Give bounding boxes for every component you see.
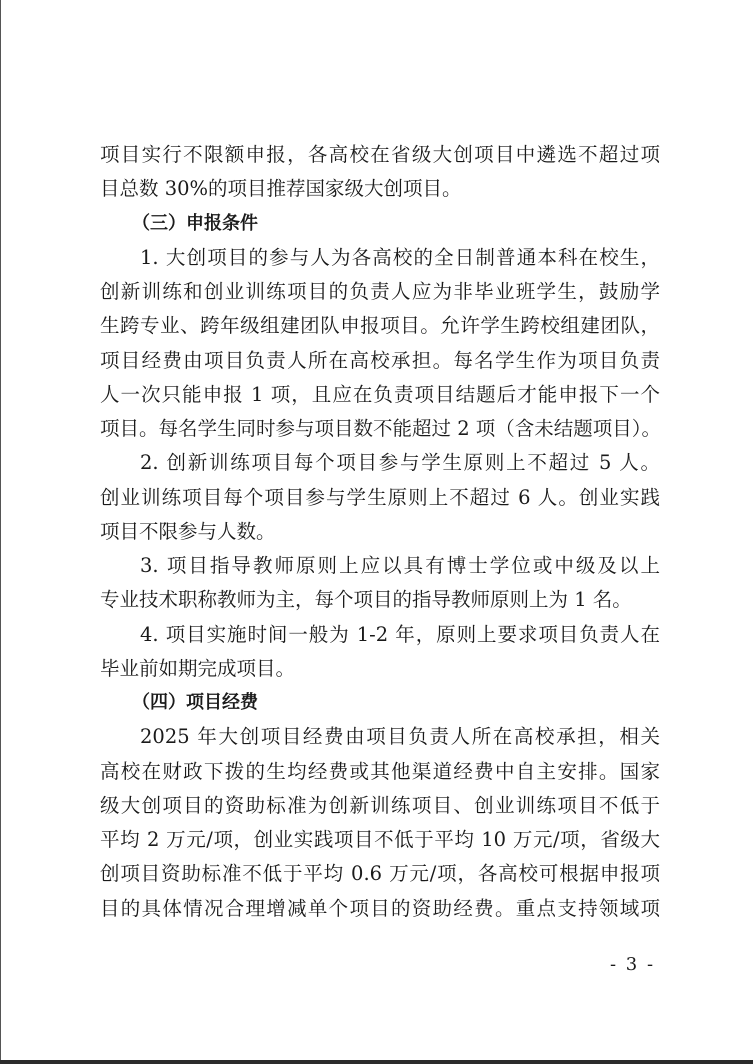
text-line: 目的具体情况合理增减单个项目的资助经费。重点支持领域项 — [100, 896, 660, 920]
text-line: 项目。每名学生同时参与项目数不能超过 2 项（含未结题项目）。 — [100, 417, 662, 440]
text-line: 3. 项目指导教师原则上应以具有博士学位或中级及以上 — [140, 554, 660, 577]
text-line: 1. 大创项目的参与人为各高校的全日制普通本科在校生， — [140, 245, 660, 269]
text-line: 创项目资助标准不低于平均 0.6 万元/项，各高校可根据申报项 — [100, 862, 660, 886]
text-line: 级大创项目的资助标准为创新训练项目、创业训练项目不低于 — [100, 793, 660, 817]
page-bottom-edge — [0, 1060, 753, 1064]
page-number: - 3 - — [610, 954, 656, 975]
text-line: 创新训练和创业训练项目的负责人应为非毕业班学生，鼓励学 — [100, 280, 660, 303]
text-line: 4. 项目实施时间一般为 1-2 年，原则上要求项目负责人在 — [140, 622, 660, 646]
text-line: 高校在财政下拨的生均经费或其他渠道经费中自主安排。国家 — [100, 759, 660, 783]
text-line: 创业训练项目每个项目参与学生原则上不超过 6 人。创业实践 — [100, 485, 660, 509]
text-line: 目总数 30%的项目推荐国家级大创项目。 — [100, 177, 462, 201]
page-left-edge — [0, 0, 1, 1064]
text-line: 人一次只能申报 1 项，且应在负责项目结题后才能申报下一个 — [100, 382, 660, 406]
document-body — [100, 138, 660, 926]
section-heading: （四）项目经费 — [132, 692, 258, 713]
text-line: 毕业前如期完成项目。 — [100, 656, 296, 680]
text-line: 项目不限参与人数。 — [100, 519, 276, 543]
text-line: 专业技术职称教师为主，每个项目的指导教师原则上为 1 名。 — [100, 588, 632, 612]
text-line: 生跨专业、跨年级组建团队申报项目。允许学生跨校组建团队， — [100, 314, 660, 338]
text-line: 2. 创新训练项目每个项目参与学生原则上不超过 5 人。 — [140, 451, 660, 475]
text-line: 2025 年大创项目经费由项目负责人所在高校承担，相关 — [140, 725, 660, 749]
text-line: 项目实行不限额申报，各高校在省级大创项目中遴选不超过项 — [100, 143, 660, 166]
text-line: 项目经费由项目负责人所在高校承担。每名学生作为项目负责 — [100, 348, 660, 372]
text-line: 平均 2 万元/项，创业实践项目不低于平均 10 万元/项，省级大 — [100, 828, 660, 851]
section-heading: （三）申报条件 — [132, 212, 258, 234]
